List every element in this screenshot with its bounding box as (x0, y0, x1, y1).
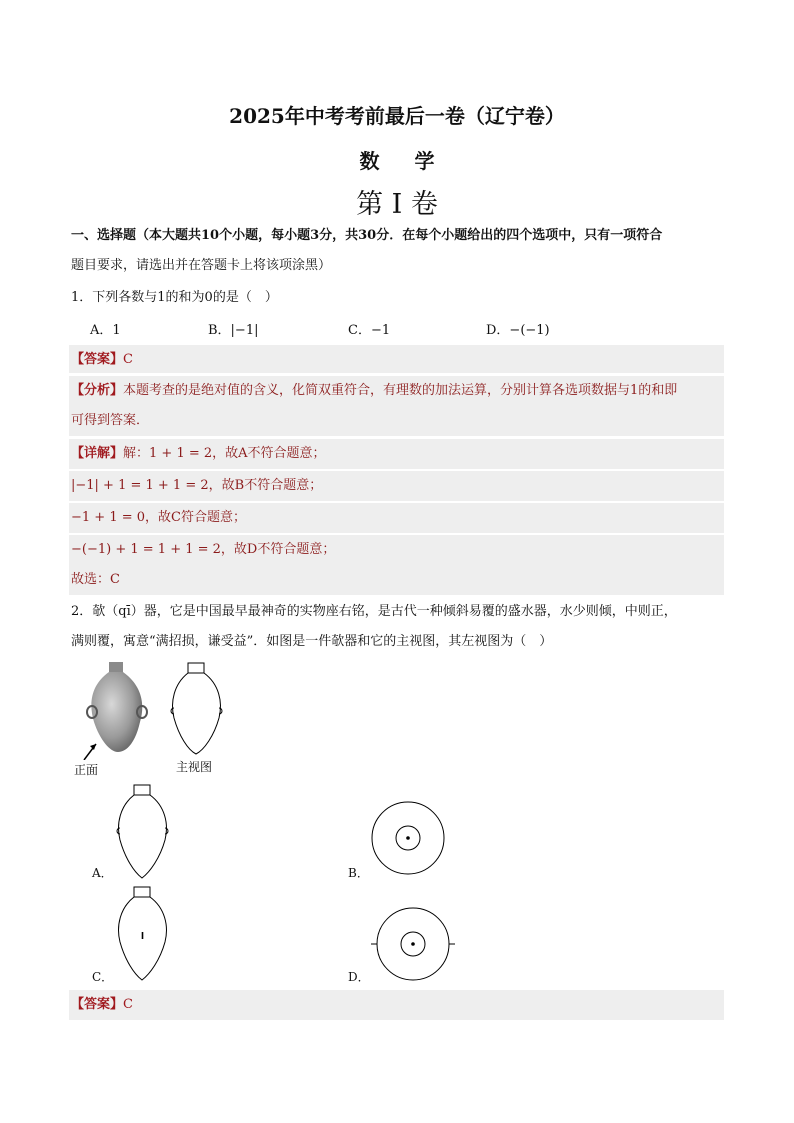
q2-option-a-label: A． (92, 866, 113, 880)
q1-option-d: D．−(−1) (486, 323, 550, 338)
q1-analysis-line-1 (71, 381, 723, 401)
q2-stem-2: 满则覆，寓意“满招损，谦受益”．如图是一件欹器和它的主视图，其左视图为（ ） (71, 634, 553, 649)
page-title: 2025年中考考前最后一卷（辽宁卷） (229, 104, 565, 128)
section-instructions-2: 题目要求，请选出并在答题卡上将该项涂黑） (71, 258, 332, 273)
subject-title: 数 学 (359, 149, 449, 173)
main-view-figure (166, 662, 228, 756)
q2-answer-line (71, 995, 723, 1015)
q1-stem: 1．下列各数与1的和为0的是（ ） (71, 290, 278, 305)
q2-answer: C (123, 997, 133, 1012)
q1-answer-line (71, 350, 723, 370)
q2-option-c-label: C． (92, 970, 114, 984)
q2-option-d-label: D． (348, 970, 370, 984)
q1-option-c: C．−1 (348, 323, 391, 338)
q1-detail-text-2: |−1| + 1 = 1 + 1 = 2，故B不符合题意； (71, 478, 323, 493)
qi-vessel-photo (76, 660, 156, 760)
q2-answer-tag: 【答案】 (71, 997, 124, 1012)
q2-option-b-label: B． (348, 866, 369, 880)
q1-detail-text-1: 解：1 + 1 = 2，故A不符合题意； (123, 446, 326, 461)
q2-option-d-figure (370, 906, 456, 982)
q2-option-c-figure (112, 886, 174, 982)
q1-answer-tag: 【答案】 (71, 352, 124, 367)
q1-analysis-tag: 【分析】 (71, 383, 124, 398)
q1-analysis-text-1: 本题考查的是绝对值的含义，化简双重符合，有理数的加法运算，分别计算各选项数据与1的和即 (123, 383, 678, 398)
q2-stem-1: 2．欹（qī）器，它是中国最早最神奇的实物座右铭，是古代一种倾斜易覆的盛水器，水少则倾，中则正， (71, 604, 677, 619)
q2-option-a-figure (112, 784, 174, 880)
q1-option-a: A．1 (90, 323, 121, 338)
q1-option-b: B．|−1| (208, 323, 259, 338)
q1-analysis-text-2: 可得到答案． (71, 413, 150, 428)
q2-option-b-figure (370, 800, 446, 876)
section-instructions-1: 一、选择题（本大题共10个小题，每小题3分，共30分．在每个小题给出的四个选项中，只有一项符合 (71, 228, 663, 243)
main-view-label: 主视图 (176, 760, 213, 774)
volume-title: 第 I 卷 (356, 189, 438, 220)
q1-detail-text-3: −1 + 1 = 0，故C符合题意； (71, 510, 246, 525)
photo-label: 正面 (74, 763, 99, 777)
q1-detail-line-1 (71, 444, 723, 464)
q1-choose-text: 故选：C (71, 572, 120, 587)
q1-detail-text-4: −(−1) + 1 = 1 + 1 = 2，故D不符合题意； (71, 542, 336, 557)
q1-answer: C (123, 352, 133, 367)
q1-detail-tag: 【详解】 (71, 446, 124, 461)
